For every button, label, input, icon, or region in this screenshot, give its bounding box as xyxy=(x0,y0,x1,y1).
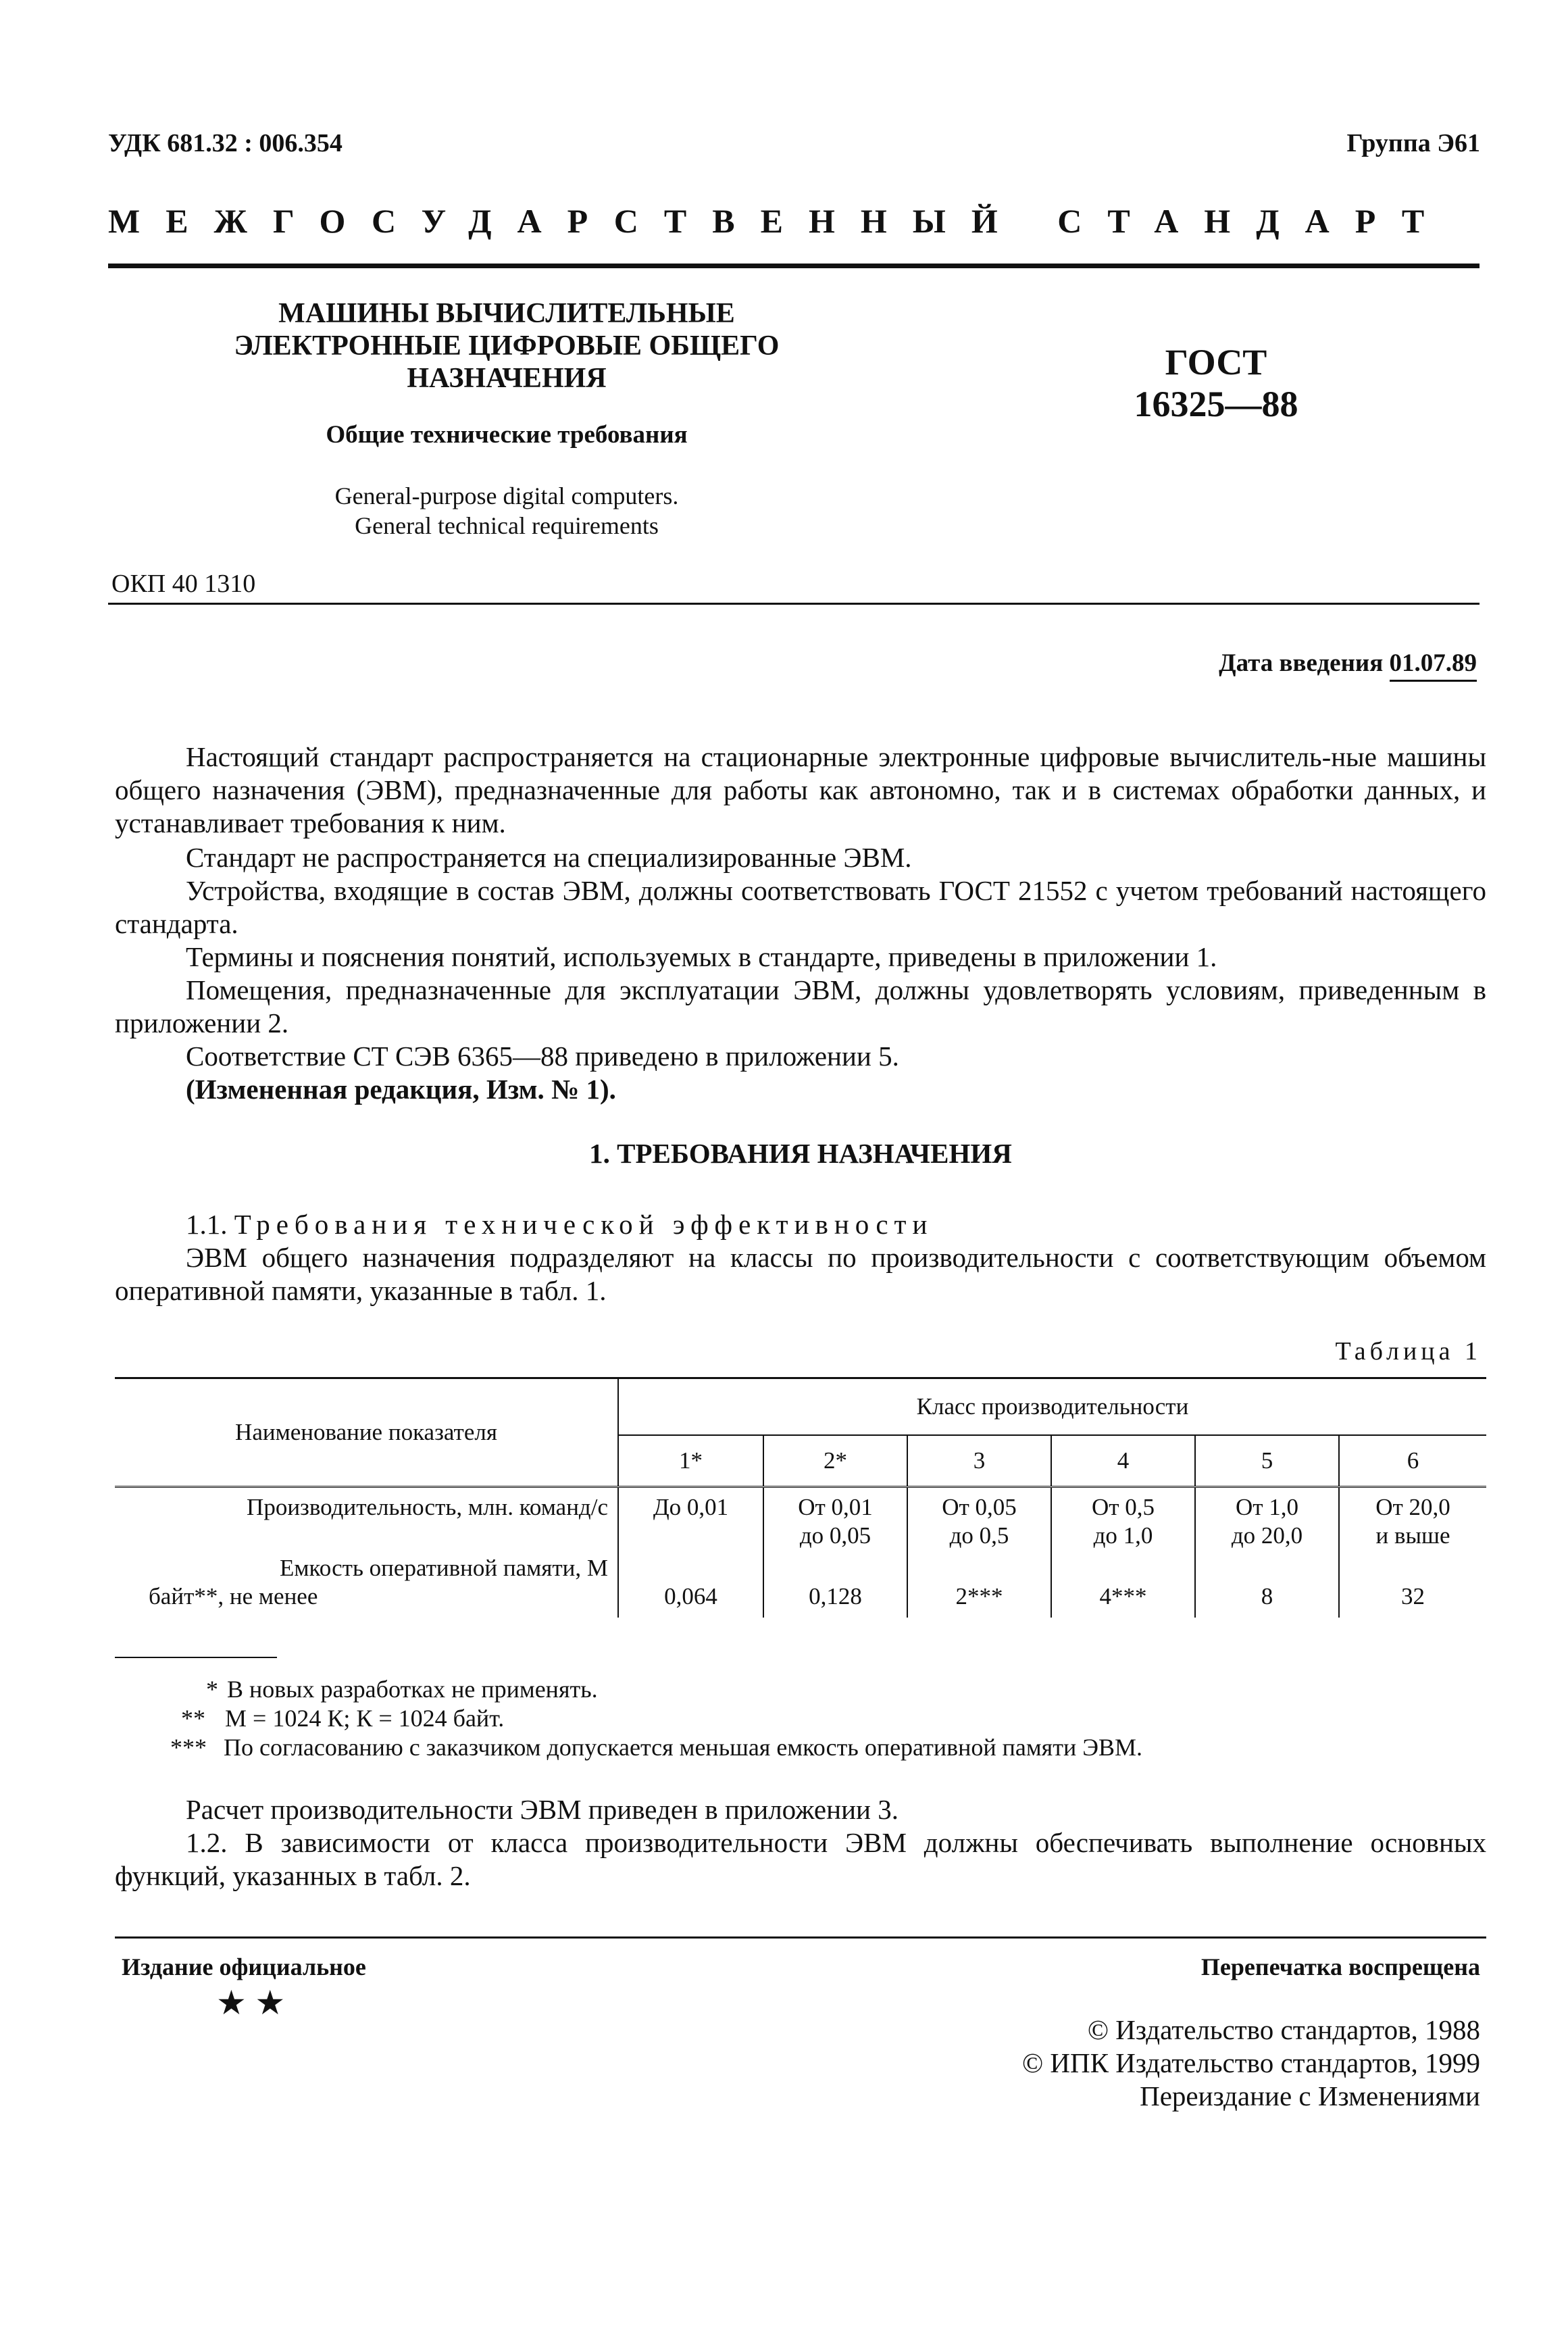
title-en-line-2: General technical requirements xyxy=(355,512,659,539)
cell-memory-2: 0,128 xyxy=(763,1550,907,1618)
cell-memory-4: 4*** xyxy=(1051,1550,1195,1618)
cell-line: до 20,0 xyxy=(1231,1522,1303,1549)
cell-line: До 0,01 xyxy=(653,1494,729,1520)
after-table-paragraph-1: Расчет производительности ЭВМ приведен в приложении 3. xyxy=(186,1794,899,1825)
cell-memory-3: 2*** xyxy=(907,1550,1051,1618)
class-1: 1* xyxy=(618,1435,763,1487)
clause-1-2-text: 1.2. В зависимости от класса производительности ЭВМ должны обеспечивать выполнение основных функций, указанных в табл. 2. xyxy=(115,1827,1486,1891)
official-edition: Издание официальное xyxy=(122,1953,366,1980)
cell-memory-1: 0,064 xyxy=(618,1550,763,1618)
footer-rule xyxy=(115,1936,1486,1939)
footnote-1 xyxy=(206,1676,598,1703)
cell-performance-2 xyxy=(763,1487,907,1551)
header-class-label: Класс производительности xyxy=(916,1393,1189,1420)
banner-rule xyxy=(108,264,1480,268)
reprint-notice: Перепечатка воспрещена xyxy=(1200,1953,1480,1980)
cell-line: От 20,0 xyxy=(1375,1494,1450,1520)
cell-line: От 1,0 xyxy=(1235,1494,1299,1520)
udk-code: УДК 681.32 : 006.354 xyxy=(108,129,343,157)
copyright-1999: © ИПК Издательство стандартов, 1999 xyxy=(1021,2047,1480,2078)
cell-performance-3 xyxy=(907,1487,1051,1551)
introduction-date xyxy=(1219,649,1477,678)
row-performance-name xyxy=(115,1487,618,1551)
table-row-performance xyxy=(115,1487,1486,1551)
class-2: 2* xyxy=(763,1435,907,1487)
row-memory-label-2: байт**, не менее xyxy=(149,1583,318,1609)
title-en xyxy=(203,481,811,541)
table-header-row xyxy=(115,1378,1486,1436)
class-6: 6 xyxy=(1339,1435,1486,1487)
title-rule xyxy=(108,603,1480,605)
cell-performance-1 xyxy=(618,1487,763,1551)
gost-number: 16325—88 xyxy=(1134,384,1298,424)
performance-class-table xyxy=(115,1377,1486,1618)
intro-paragraph-5: Помещения, предназначенные для эксплуатации ЭВМ, должны удовлетворять условиям, приведенным в приложении 2. xyxy=(115,974,1486,1039)
introduction-date-value: 01.07.89 xyxy=(1390,649,1477,682)
clause-1-1-heading xyxy=(186,1208,933,1241)
standard-banner xyxy=(108,201,1480,241)
cell-line: до 0,05 xyxy=(799,1522,871,1549)
cell-memory-6: 32 xyxy=(1401,1583,1425,1609)
footnote-text: В новых разработках не применять. xyxy=(227,1676,598,1703)
classification-group: Группа Э61 xyxy=(1346,129,1480,157)
cell-memory-5: 8 xyxy=(1195,1550,1339,1618)
title-line-2: ЭЛЕКТРОННЫЕ ЦИФРОВЫЕ ОБЩЕГО xyxy=(234,330,780,361)
clause-1-1-number: 1.1. xyxy=(186,1209,228,1240)
gost-designation xyxy=(1081,341,1351,425)
table-row-memory xyxy=(115,1550,1486,1618)
subtitle-ru: Общие технические требования xyxy=(326,421,688,449)
cell-performance-5 xyxy=(1195,1487,1339,1551)
cell-line: От 0,05 xyxy=(942,1494,1017,1520)
okp-code: ОКП 40 1310 xyxy=(111,570,256,598)
cell-line: и выше xyxy=(1375,1522,1450,1549)
reissue-note: Переиздание с Изменениями xyxy=(1140,2080,1480,2111)
title-ru xyxy=(203,297,811,395)
gost-label: ГОСТ xyxy=(1165,342,1267,382)
section-heading: 1. ТРЕБОВАНИЯ НАЗНАЧЕНИЯ xyxy=(589,1138,1012,1169)
introduction-date-label: Дата введения xyxy=(1219,649,1384,677)
copyright-1988: © Издательство стандартов, 1988 xyxy=(1087,2014,1480,2045)
footnote-mark: *** xyxy=(170,1734,207,1761)
row-performance-label: Производительность, млн. команд/с xyxy=(247,1494,608,1520)
header-parameter-label: Наименование показателя xyxy=(235,1419,497,1445)
cell-line: до 0,5 xyxy=(949,1522,1009,1549)
title-line-1: МАШИНЫ ВЫЧИСЛИТЕЛЬНЫЕ xyxy=(278,298,735,329)
edition-stars: ★ ★ xyxy=(216,1984,286,2022)
copyright-block xyxy=(1022,2014,1480,2113)
header-class xyxy=(618,1378,1486,1436)
cell-line: до 1,0 xyxy=(1093,1522,1153,1549)
intro-paragraph-6: Соответствие СТ СЭВ 6365—88 приведено в приложении 5. xyxy=(186,1041,899,1072)
footnote-text: М = 1024 К; К = 1024 байт. xyxy=(225,1705,505,1732)
intro-paragraph-3: Устройства, входящие в состав ЭВМ, должны соответствовать ГОСТ 21552 с учетом требований настоящего стандарта. xyxy=(115,875,1486,939)
row-memory-label-1: Емкость оперативной памяти, М xyxy=(280,1555,608,1581)
cell-line: От 0,01 xyxy=(798,1494,873,1520)
row-memory-name xyxy=(115,1550,618,1618)
footnote-text: По согласованию с заказчиком допускается меньшая емкость оперативной памяти ЭВМ. xyxy=(224,1734,1143,1761)
title-line-3: НАЗНАЧЕНИЯ xyxy=(407,363,607,394)
intro-paragraph-1: Настоящий стандарт распространяется на стационарные электронные цифровые вычислитель-ные машины общего назначения (ЭВМ), предназначенные для работы как автономно, так и в системах обработки данных, и устанавливает требования к ним. xyxy=(115,741,1486,839)
footnote-2 xyxy=(181,1705,504,1732)
intro-paragraph-4: Термины и пояснения понятий, используемых в стандарте, приведены в приложении 1. xyxy=(186,941,1217,972)
class-5: 5 xyxy=(1195,1435,1339,1487)
cell-line: От 0,5 xyxy=(1091,1494,1155,1520)
header-parameter xyxy=(115,1378,618,1487)
amendment-note: (Измененная редакция, Изм. № 1). xyxy=(186,1074,616,1105)
footnote-3 xyxy=(170,1734,1142,1761)
clause-1-1-title: Требования технической эффективности xyxy=(234,1209,934,1240)
title-en-line-1: General-purpose digital computers. xyxy=(334,482,679,509)
banner-text: МЕЖГОСУДАРСТВЕННЫЙ СТАНДАРТ xyxy=(108,202,1450,240)
cell-performance-6 xyxy=(1339,1487,1486,1551)
class-3: 3 xyxy=(907,1435,1051,1487)
cell-performance-4 xyxy=(1051,1487,1195,1551)
footnote-mark: ** xyxy=(181,1705,205,1732)
intro-paragraph-2: Стандарт не распространяется на специализированные ЭВМ. xyxy=(186,842,912,873)
class-4: 4 xyxy=(1051,1435,1195,1487)
clause-1-1-text: ЭВМ общего назначения подразделяют на классы по производительности с соответствующим объемом оперативной памяти, указанные в табл. 1. xyxy=(115,1242,1486,1306)
footnote-rule xyxy=(115,1657,277,1658)
footnote-mark: * xyxy=(206,1676,218,1703)
table-caption: Таблица 1 xyxy=(1335,1337,1482,1366)
